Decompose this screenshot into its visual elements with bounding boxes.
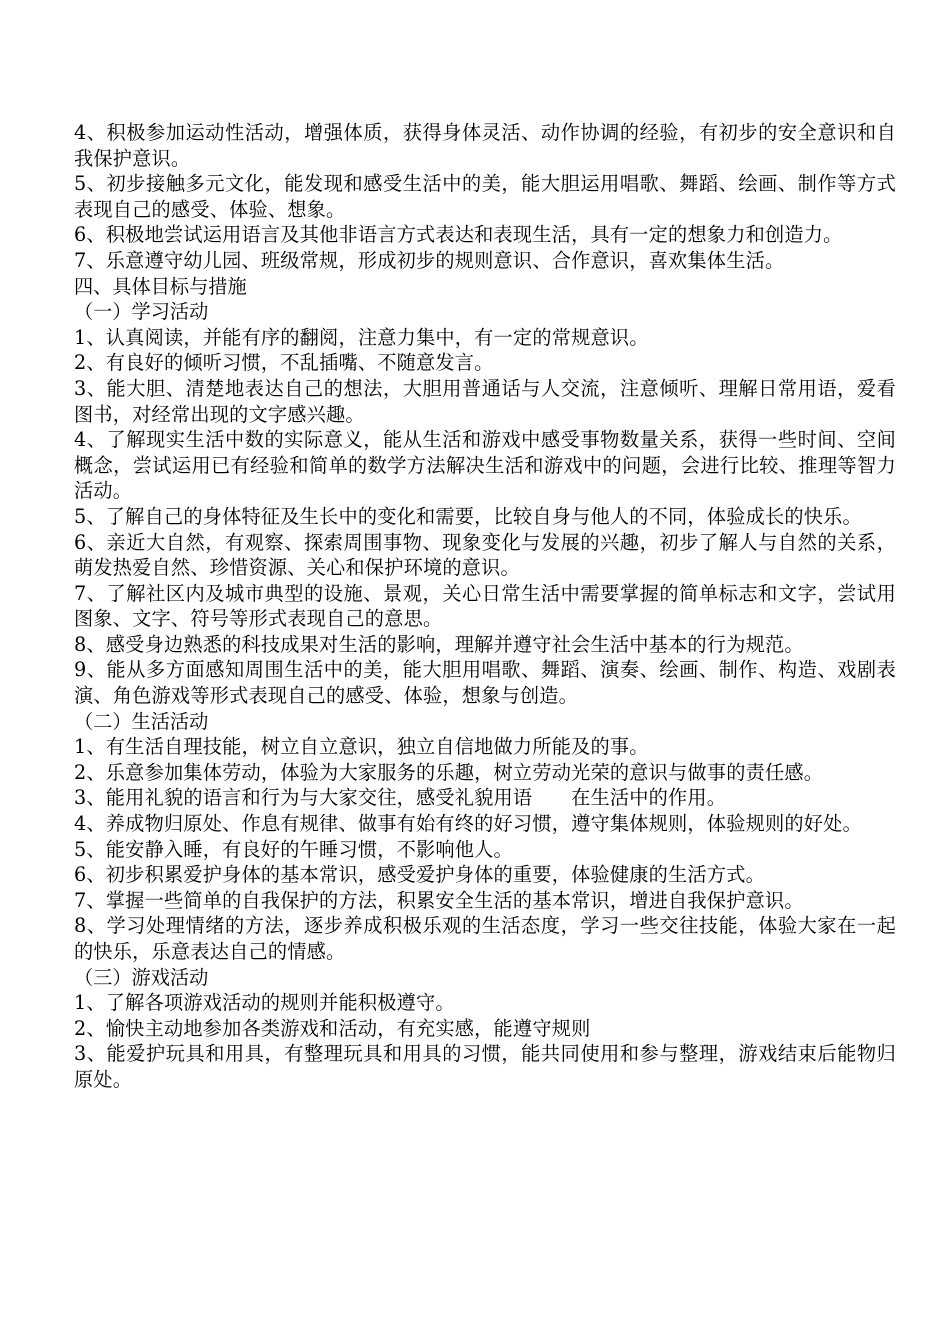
paragraph-learning-9: 9、能从多方面感知周围生活中的美，能大胆用唱歌、舞蹈、演奏、绘画、制作、构造、戏剧表演、角色游戏等形式表现自己的感受、体验，想象与创造。 <box>74 658 896 708</box>
paragraph-game-3: 3、能爱护玩具和用具，有整理玩具和用具的习惯，能共同使用和参与整理，游戏结束后能物归原处。 <box>74 1042 896 1091</box>
paragraph-goal-5: 5、初步接触多元文化，能发现和感受生活中的美，能大胆运用唱歌、舞蹈、绘画、制作等方式表现自己的感受、体验、想象。 <box>74 172 896 221</box>
paragraph-life-5: 5、能安静入睡，有良好的午睡习惯，不影响他人。 <box>74 837 513 861</box>
paragraph-learning-6: 6、亲近大自然，有观察、探索周围事物、现象变化与发展的兴趣，初步了解人与自然的关系，萌发热爱自然、珍惜资源、关心和保护环境的意识。 <box>74 530 896 580</box>
paragraph-goal-6: 6、积极地尝试运用语言及其他非语言方式表达和表现生活，具有一定的想象力和创造力。 <box>74 223 843 247</box>
paragraph-life-1: 1、有生活自理技能，树立自立意识，独立自信地做力所能及的事。 <box>74 735 649 759</box>
paragraph-life-2: 2、乐意参加集体劳动，体验为大家服务的乐趣，树立劳动光荣的意识与做事的责任感。 <box>74 760 824 784</box>
subsection-heading-games: （三）游戏活动 <box>74 965 209 989</box>
paragraph-game-2: 2、愉快主动地参加各类游戏和活动，有充实感，能遵守规则 <box>74 1016 591 1040</box>
paragraph-goal-4: 4、积极参加运动性活动，增强体质，获得身体灵活、动作协调的经验，有初步的安全意识和自我保护意识。 <box>74 121 896 170</box>
paragraph-life-7: 7、掌握一些简单的自我保护的方法，积累安全生活的基本常识，增进自我保护意识。 <box>74 888 804 912</box>
document-page <box>74 120 896 1093</box>
subsection-heading-learning: （一）学习活动 <box>74 300 209 324</box>
paragraph-learning-8: 8、感受身边熟悉的科技成果对生活的影响，理解并遵守社会生活中基本的行为规范。 <box>74 632 804 656</box>
paragraph-learning-7: 7、了解社区内及城市典型的设施、景观，关心日常生活中需要掌握的简单标志和文字，尝试用图象、文字、符号等形式表现自己的意思。 <box>74 581 896 631</box>
paragraph-life-4: 4、养成物归原处、作息有规律、做事有始有终的好习惯，遵守集体规则，体验规则的好处。 <box>74 812 862 836</box>
paragraph-learning-4: 4、了解现实生活中数的实际意义，能从生活和游戏中感受事物数量关系，获得一些时间、空间概念，尝试运用已有经验和简单的数学方法解决生活和游戏中的问题，会进行比较、推理等智力活动。 <box>74 428 896 503</box>
subsection-heading-daily-life: （二）生活活动 <box>74 709 209 733</box>
paragraph-goal-7: 7、乐意遵守幼儿园、班级常规，形成初步的规则意识、合作意识，喜欢集体生活。 <box>74 248 785 272</box>
paragraph-life-3: 3、能用礼貌的语言和行为与大家交往，感受礼貌用语 在生活中的作用。 <box>74 786 727 810</box>
paragraph-learning-2: 2、有良好的倾听习惯，不乱插嘴、不随意发言。 <box>74 351 494 375</box>
paragraph-learning-3: 3、能大胆、清楚地表达自己的想法，大胆用普通话与人交流，注意倾听、理解日常用语，爱看图书，对经常出现的文字感兴趣。 <box>74 376 896 426</box>
paragraph-life-6: 6、初步积累爱护身体的基本常识，感受爱护身体的重要，体验健康的生活方式。 <box>74 863 765 887</box>
paragraph-learning-5: 5、了解自己的身体特征及生长中的变化和需要，比较自身与他人的不同，体验成长的快乐。 <box>74 504 862 528</box>
paragraph-life-8: 8、学习处理情绪的方法，逐步养成积极乐观的生活态度，学习一些交往技能，体验大家在一起的快乐，乐意表达自己的情感。 <box>74 914 896 963</box>
paragraph-game-1: 1、了解各项游戏活动的规则并能积极遵守。 <box>74 991 455 1015</box>
section-heading-specific-goals: 四、具体目标与措施 <box>74 274 247 298</box>
paragraph-learning-1: 1、认真阅读，并能有序的翻阅，注意力集中，有一定的常规意识。 <box>74 325 649 349</box>
